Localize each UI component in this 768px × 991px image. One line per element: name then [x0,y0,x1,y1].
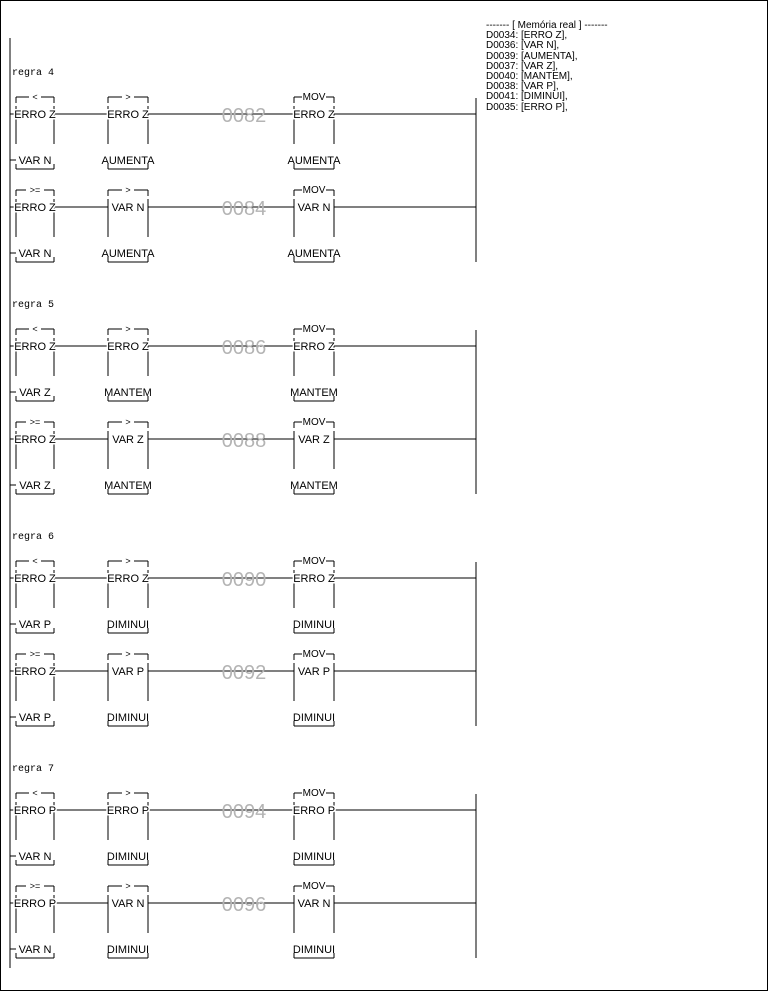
operand-label: VAR N [297,202,331,214]
mov-block [293,881,335,958]
rule-group [10,300,476,494]
operand-label: ERRO P [13,898,57,910]
mov-op-label: MOV [302,417,326,428]
operand-label: DIMINUI [106,619,150,631]
compare-block [14,324,56,401]
rung [10,324,476,401]
rule-group [10,68,476,262]
operand-label: MANTEM [104,480,152,492]
operand-label: ERRO P [13,805,57,817]
operand-label: VAR N [297,898,331,910]
compare-block [102,185,156,262]
compare-block [14,881,56,958]
operand-label: ERRO Z [14,434,56,446]
compare-block [107,649,149,726]
rung-address: 0092 [221,662,267,684]
operator-label: >= [29,649,41,659]
mov-op-label: MOV [302,92,326,103]
mov-block [288,92,342,169]
mov-block [288,185,342,262]
mov-block [293,649,335,726]
operator-label: < [32,92,38,102]
operand-label: MANTEM [104,387,152,399]
rule-label: regra 5 [12,300,55,311]
operator-label: > [125,881,131,891]
rule-label: regra 6 [12,532,55,543]
mov-block [290,417,338,494]
operand-label: ERRO Z [14,341,56,353]
compare-block [107,788,149,865]
rung [10,881,476,958]
operator-label: > [125,556,131,566]
rung-address: 0082 [221,105,267,127]
compare-block [14,556,56,633]
mov-op-label: MOV [302,556,326,567]
operand-label: AUMENTA [287,155,341,167]
rung-address: 0084 [221,198,267,220]
operand-label: VAR N [18,851,52,863]
operator-label: >= [29,185,41,195]
operand-label: ERRO Z [107,573,149,585]
operand-label: ERRO Z [293,109,335,121]
operator-label: > [125,92,131,102]
operand-label: VAR P [111,666,145,678]
rung-address: 0094 [221,801,267,823]
rung [10,185,476,262]
operator-label: < [32,324,38,334]
operator-label: > [125,185,131,195]
rule-label: regra 7 [12,764,55,775]
compare-block [14,417,56,494]
operand-label: ERRO P [106,805,150,817]
operand-label: VAR P [297,666,331,678]
rule-label: regra 4 [12,68,55,79]
operand-label: AUMENTA [101,248,155,260]
operand-label: VAR Z [19,387,51,399]
operand-label: DIMINUI [106,712,150,724]
rung [10,556,476,633]
mov-op-label: MOV [302,788,326,799]
compare-block [107,556,149,633]
operand-label: DIMINUI [292,712,336,724]
mov-block [293,788,335,865]
memory-entry: D0035: [ERRO P], [486,101,568,113]
operand-label: AUMENTA [101,155,155,167]
compare-block [102,92,156,169]
operand-label: VAR Z [112,434,144,446]
rung-address: 0090 [221,569,267,591]
operator-label: >= [29,417,41,427]
operator-label: > [125,417,131,427]
operand-label: DIMINUI [292,944,336,956]
operator-label: > [125,788,131,798]
operator-label: < [32,556,38,566]
operand-label: DIMINUI [106,944,150,956]
compare-block [14,92,56,169]
operand-label: VAR P [18,619,52,631]
compare-block [104,417,152,494]
mov-op-label: MOV [302,649,326,660]
operand-label: MANTEM [290,480,338,492]
compare-block [14,185,56,262]
operand-label: DIMINUI [292,619,336,631]
operand-label: VAR N [18,944,52,956]
operand-label: VAR N [18,248,52,260]
rung-address: 0096 [221,894,267,916]
operator-label: > [125,324,131,334]
operand-label: ERRO Z [14,573,56,585]
operand-label: ERRO Z [107,341,149,353]
operand-label: AUMENTA [287,248,341,260]
compare-block [104,324,152,401]
operand-label: VAR N [111,898,145,910]
operand-label: DIMINUI [106,851,150,863]
operand-label: ERRO Z [107,109,149,121]
operand-label: MANTEM [290,387,338,399]
mov-op-label: MOV [302,185,326,196]
operand-label: VAR P [18,712,52,724]
compare-block [14,649,56,726]
operand-label: ERRO Z [293,341,335,353]
operand-label: DIMINUI [292,851,336,863]
operator-label: > [125,649,131,659]
mov-op-label: MOV [302,881,326,892]
operand-label: VAR Z [298,434,330,446]
mov-block [293,556,335,633]
operator-label: < [32,788,38,798]
memory-entry: D0040: [MANTEM], [486,71,573,83]
operand-label: ERRO Z [14,202,56,214]
compare-block [107,881,149,958]
rung [10,417,476,494]
rung-address: 0086 [221,337,267,359]
operand-label: ERRO P [292,805,336,817]
memory-entry: D0038: [VAR P], [486,81,559,93]
mov-op-label: MOV [302,324,326,335]
memory-panel-title: ------- [ Memória real ] ------- [486,20,608,31]
operand-label: ERRO Z [14,109,56,121]
memory-entry: D0036: [VAR N], [486,40,560,52]
compare-block [14,788,56,865]
memory-entry: D0034: [ERRO Z], [486,30,568,42]
memory-entry: D0039: [AUMENTA], [486,50,578,62]
rule-group [10,532,476,726]
operand-label: VAR Z [19,480,51,492]
memory-entry: D0037: [VAR Z], [486,60,559,72]
operand-label: VAR N [111,202,145,214]
rung [10,92,476,169]
operand-label: ERRO Z [14,666,56,678]
mov-block [290,324,338,401]
rung [10,788,476,865]
rung [10,649,476,726]
operand-label: ERRO Z [293,573,335,585]
rung-address: 0088 [221,430,267,452]
memory-entry: D0041: [DIMINUI], [486,91,568,103]
operator-label: >= [29,881,41,891]
operand-label: VAR N [18,155,52,167]
rule-group [10,764,476,958]
